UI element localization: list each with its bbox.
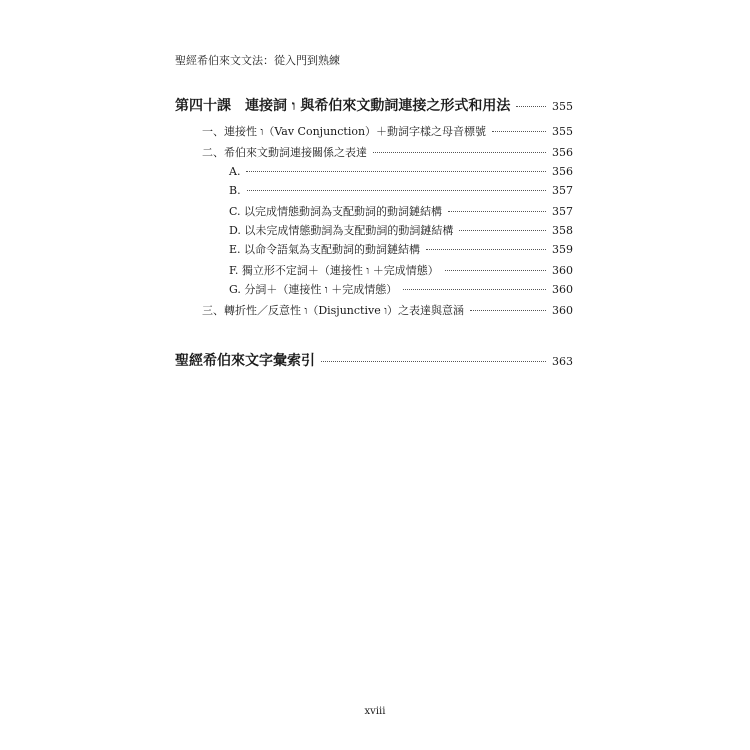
toc-entry-label: E. 以命令語氣為支配動詞的動詞鏈結構 xyxy=(229,243,421,256)
toc-page-number: 359 xyxy=(552,243,573,256)
dot-leader xyxy=(403,289,546,290)
toc-entry-label: D. 以未完成情態動詞為支配動詞的動詞鏈結構 xyxy=(229,224,454,237)
toc-subsection-f[interactable] xyxy=(229,262,573,278)
toc-page-number: 357 xyxy=(552,205,573,218)
toc-entry-label: 三、轉折性／反意性 ו（Disjunctive ו）之表達與意涵 xyxy=(202,304,465,317)
toc-subsection-c[interactable] xyxy=(229,203,573,219)
toc-subsection-a[interactable] xyxy=(229,165,573,178)
toc-page-number: 355 xyxy=(552,125,573,138)
toc-entry-label: A. xyxy=(229,165,241,178)
toc-page-number: 360 xyxy=(552,283,573,296)
toc-section-2[interactable] xyxy=(202,144,573,160)
toc-section-1[interactable] xyxy=(202,123,573,139)
dot-leader xyxy=(492,131,546,132)
toc-subsection-d[interactable] xyxy=(229,222,573,238)
toc-entry-label: 二、希伯來文動詞連接關係之表達 xyxy=(202,146,367,159)
toc-page-number: 358 xyxy=(552,224,573,237)
toc-entry-label: F. 獨立形不定詞＋（連接性 ו ＋完成情態） xyxy=(229,264,439,277)
toc-subsection-g[interactable] xyxy=(229,281,573,297)
toc-entry-label: 一、連接性 ו（Vav Conjunction）＋動詞字樣之母音標號 xyxy=(202,125,487,138)
toc-index-label: 聖經希伯來文字彙索引 xyxy=(175,353,315,369)
toc-subsection-e[interactable] xyxy=(229,241,573,257)
toc-page-number: 360 xyxy=(552,264,573,277)
dot-leader xyxy=(516,106,546,107)
page-folio: xviii xyxy=(364,706,386,717)
toc-entry-label: B. xyxy=(229,184,241,197)
toc-section-3[interactable] xyxy=(202,302,573,318)
toc-chapter-label: 第四十課 連接詞 ו 與希伯來文動詞連接之形式和用法 xyxy=(175,98,511,114)
dot-leader xyxy=(373,152,546,153)
toc-chapter-40[interactable] xyxy=(175,95,573,115)
toc-entry-label: C. 以完成情態動詞為支配動詞的動詞鏈結構 xyxy=(229,205,443,218)
dot-leader xyxy=(448,211,546,212)
running-head: 聖經希伯來文文法：從入門到熟練 xyxy=(175,54,340,67)
dot-leader xyxy=(247,190,546,191)
dot-leader xyxy=(470,310,546,311)
dot-leader xyxy=(246,171,546,172)
toc-subsection-b[interactable] xyxy=(229,184,573,197)
toc-page-number: 355 xyxy=(552,100,573,113)
dot-leader xyxy=(445,270,546,271)
dot-leader xyxy=(459,230,546,231)
toc-page-number: 356 xyxy=(552,146,573,159)
toc-entry-label: G. 分詞＋（連接性 ו ＋完成情態） xyxy=(229,283,398,296)
toc-page-number: 363 xyxy=(552,355,573,368)
dot-leader xyxy=(426,249,546,250)
toc-page-number: 356 xyxy=(552,165,573,178)
toc-page-number: 357 xyxy=(552,184,573,197)
dot-leader xyxy=(321,361,546,362)
toc-page-number: 360 xyxy=(552,304,573,317)
toc-vocabulary-index[interactable] xyxy=(175,350,573,370)
